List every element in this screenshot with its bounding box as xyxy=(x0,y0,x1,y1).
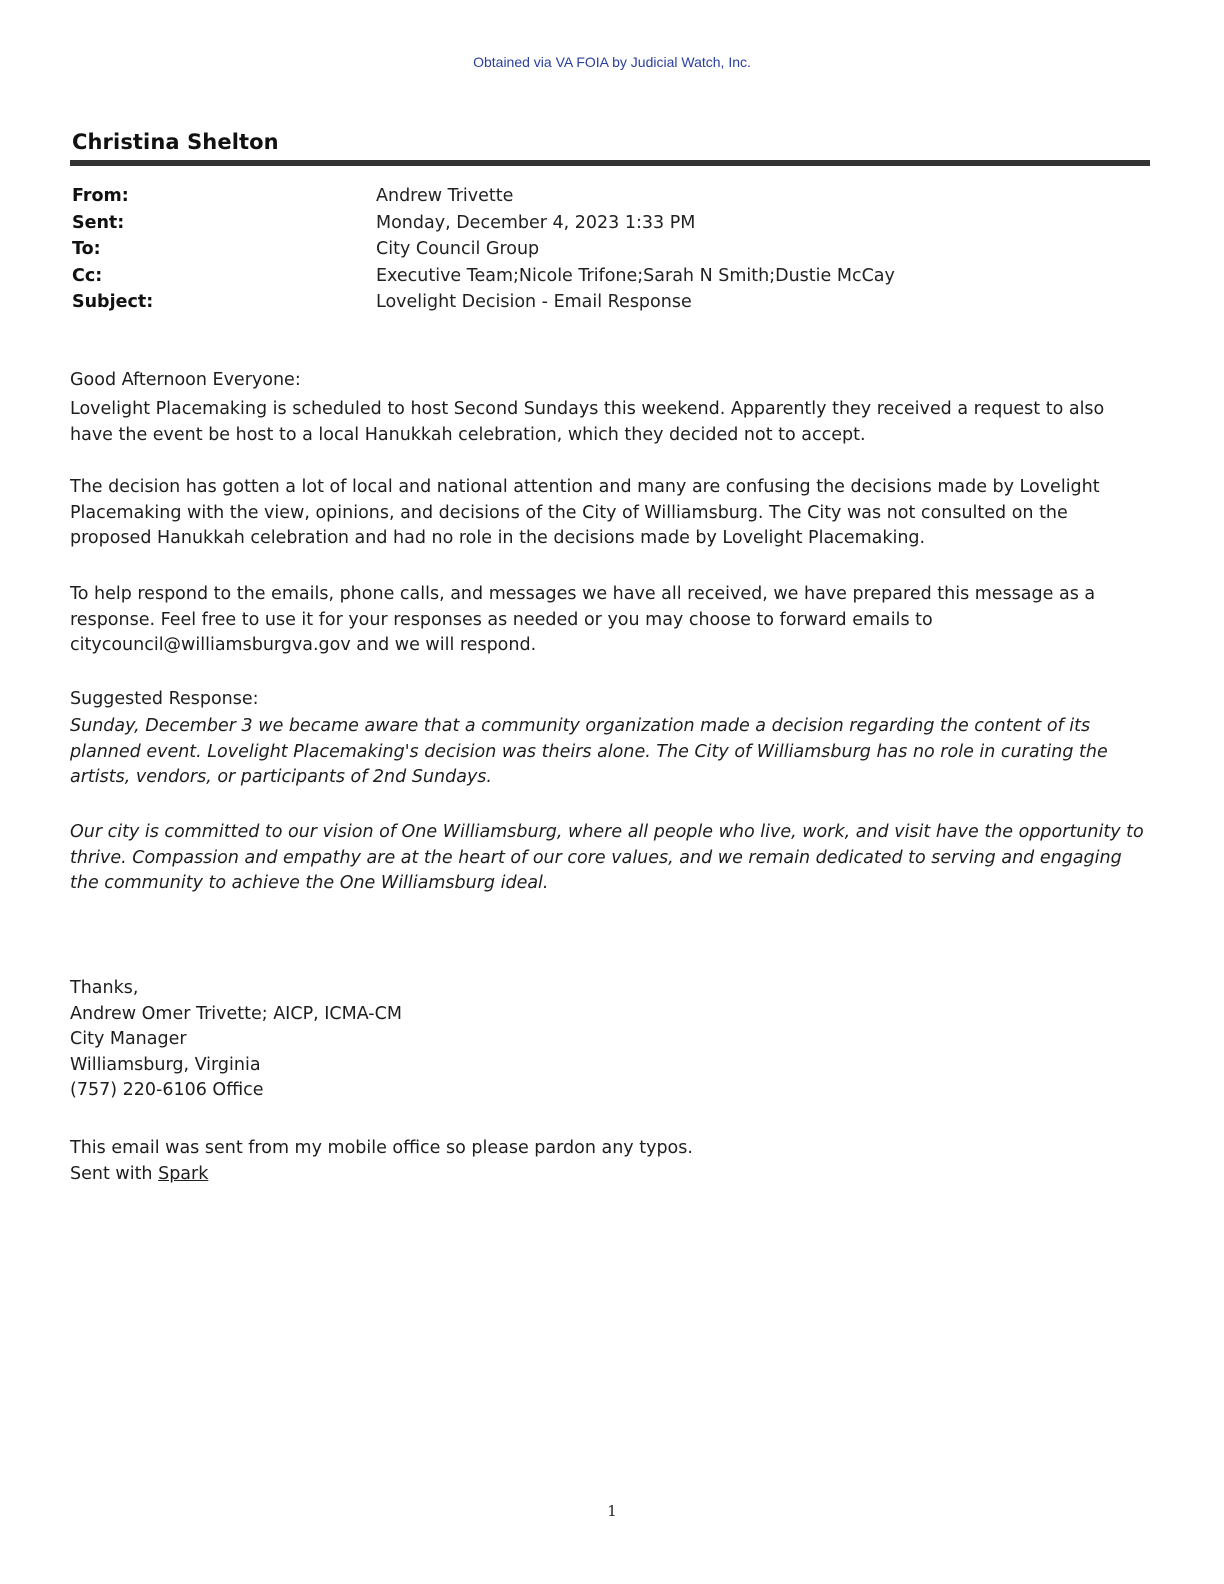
subject-value: Lovelight Decision - Email Response xyxy=(376,292,692,312)
sent-with-line xyxy=(70,1162,1150,1188)
cc-label: Cc: xyxy=(72,265,103,286)
to-row xyxy=(72,239,1072,266)
suggested-response-paragraph-1: Sunday, December 3 we became aware that a community organization made a decision regarding the content of its planned event. Lovelight Placemaking's decision was theirs alone. The City of Williamsburg has no role in curating the artists, vendors, or participants of 2nd Sundays. xyxy=(70,716,1108,787)
spark-link[interactable]: Spark xyxy=(158,1163,209,1184)
signature-phone: (757) 220-6106 Office xyxy=(70,1080,264,1100)
signature-closing: Thanks, xyxy=(70,978,139,998)
suggested-response-label: Suggested Response: xyxy=(70,689,259,709)
sent-label: Sent: xyxy=(72,212,125,233)
from-label: From: xyxy=(72,186,129,206)
mobile-note: This email was sent from my mobile office so please pardon any typos. xyxy=(70,1138,693,1158)
cc-row xyxy=(72,266,1072,293)
signature-location: Williamsburg, Virginia xyxy=(70,1054,261,1075)
email-header xyxy=(72,186,1072,319)
subject-label: Subject: xyxy=(72,292,154,312)
mobile-footer xyxy=(70,1136,1150,1187)
signature-title: City Manager xyxy=(70,1029,187,1049)
page-number: 1 xyxy=(607,1502,617,1520)
foia-banner: Obtained via VA FOIA by Judicial Watch, Inc. xyxy=(473,54,751,70)
subject-row xyxy=(72,292,1072,319)
to-label: To: xyxy=(72,239,101,259)
signature-block xyxy=(70,976,1150,1104)
paragraph-decision: The decision has gotten a lot of local and national attention and many are confusing the decisions made by Lovelight Placemaking with the view, opinions, and decisions of the City of Williamsburg. The City was not consulted on the proposed Hanukkah celebration and had no role in the decisions made by Lovelight Placemaking. xyxy=(70,477,1100,548)
to-value: City Council Group xyxy=(376,239,540,259)
sent-row xyxy=(72,213,1072,240)
paragraph-respond: To help respond to the emails, phone calls, and messages we have all received, we have prepared this message as a response. Feel free to use it for your responses as needed or you may choose to forward emails to citycouncil@williamsburgva.gov and we will respond. xyxy=(70,584,1096,655)
greeting: Good Afternoon Everyone: xyxy=(70,370,301,390)
mailbox-owner-name: Christina Shelton xyxy=(72,130,279,154)
from-value: Andrew Trivette xyxy=(376,186,514,206)
suggested-response-paragraph-2: Our city is committed to our vision of One Williamsburg, where all people who live, work, and visit have the opportunity to thrive. Compassion and empathy are at the heart of our core values, and we remain dedicated to serving and engaging the community to achieve the One Williamsburg ideal. xyxy=(70,822,1144,893)
signature-name: Andrew Omer Trivette; AICP, ICMA-CM xyxy=(70,1003,402,1024)
from-row xyxy=(72,186,1072,213)
cc-value: Executive Team;Nicole Trifone;Sarah N Smith;Dustie McCay xyxy=(376,265,895,286)
sent-value: Monday, December 4, 2023 1:33 PM xyxy=(376,212,696,233)
header-divider xyxy=(70,160,1150,166)
sent-with-prefix: Sent with xyxy=(70,1163,159,1184)
paragraph-intro: Lovelight Placemaking is scheduled to host Second Sundays this weekend. Apparently they received a request to also have the event be host to a local Hanukkah celebration, which they decided not to accept. xyxy=(70,399,1105,445)
